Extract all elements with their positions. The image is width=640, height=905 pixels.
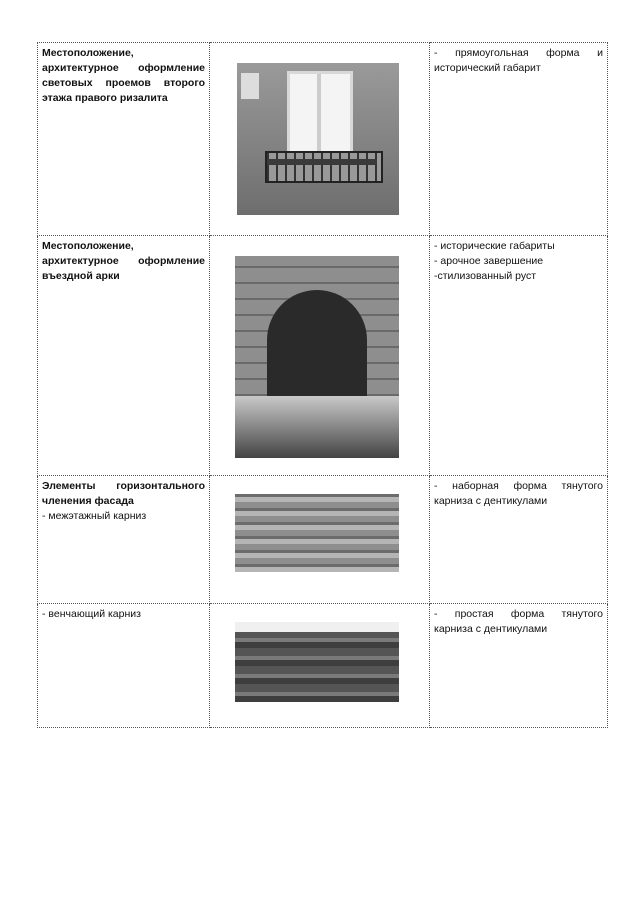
photo-cell <box>210 604 430 728</box>
prop-line: карниза с дентикулами <box>434 623 548 635</box>
description-cell <box>38 476 210 604</box>
desc-line: архитектурное оформление <box>42 255 205 267</box>
description-cell <box>38 43 210 236</box>
entrance-arch-photo <box>235 256 399 458</box>
prop-line: - простая форма тянутого <box>434 608 603 620</box>
desc-line: Местоположение, <box>42 240 134 252</box>
desc-line: членения фасада <box>42 495 134 507</box>
prop-line: карниза с дентикулами <box>434 495 548 507</box>
desc-line: - межэтажный карниз <box>42 510 147 522</box>
desc-line: Элементы горизонтального <box>42 480 205 492</box>
interfloor-cornice-photo <box>235 494 399 572</box>
table-row <box>38 604 608 728</box>
desc-line: световых проемов второго <box>42 77 205 89</box>
desc-line: архитектурное оформление <box>42 62 205 74</box>
description-cell <box>38 236 210 476</box>
window-balcony-photo <box>237 63 399 215</box>
table-row <box>38 476 608 604</box>
prop-line: - арочное завершение <box>434 255 544 267</box>
prop-line: исторический габарит <box>434 62 541 74</box>
properties-cell <box>430 476 608 604</box>
desc-line: - венчающий карниз <box>42 608 141 620</box>
facade-elements-table <box>37 42 608 728</box>
prop-line: - прямоугольная форма и <box>434 47 603 59</box>
photo-cell <box>210 43 430 236</box>
description-cell <box>38 604 210 728</box>
table-row <box>38 236 608 476</box>
desc-line: этажа правого ризалита <box>42 92 168 104</box>
prop-line: -стилизованный руст <box>434 270 537 282</box>
table-row <box>38 43 608 236</box>
photo-cell <box>210 476 430 604</box>
properties-cell <box>430 604 608 728</box>
properties-cell <box>430 43 608 236</box>
properties-cell <box>430 236 608 476</box>
crown-cornice-photo <box>235 622 399 702</box>
prop-line: - исторические габариты <box>434 240 555 252</box>
desc-line: Местоположение, <box>42 47 134 59</box>
desc-line: въездной арки <box>42 270 120 282</box>
prop-line: - наборная форма тянутого <box>434 480 603 492</box>
photo-cell <box>210 236 430 476</box>
